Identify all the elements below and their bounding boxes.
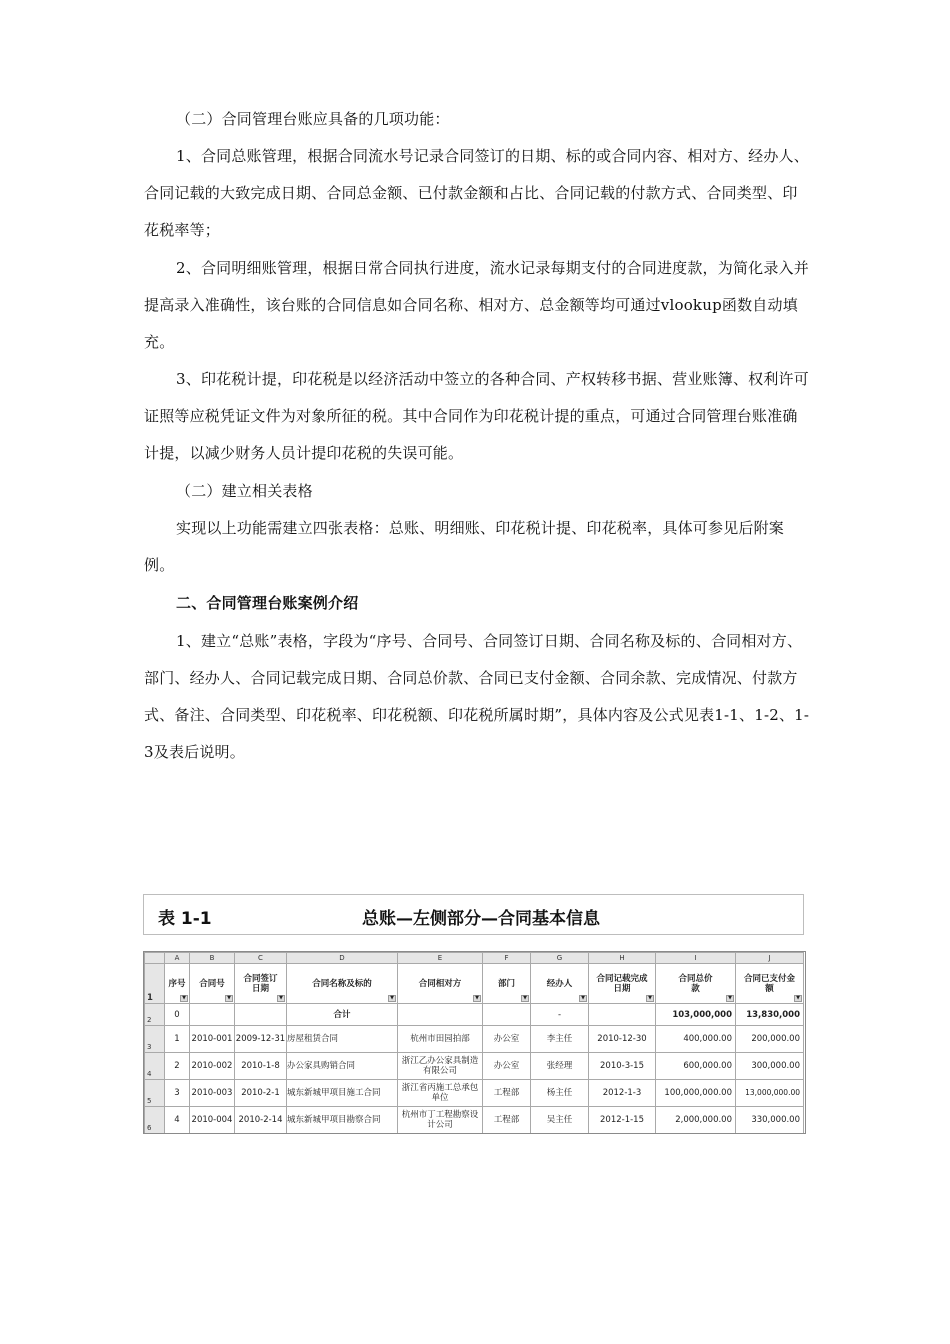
cell-contract-no[interactable]: 2010-001 xyxy=(190,1026,235,1053)
column-letter: C xyxy=(235,953,287,964)
cell-sign-date[interactable]: 2010-1-8 xyxy=(235,1053,287,1080)
cell-contract-name[interactable]: 办公家具购销合同 xyxy=(287,1053,398,1080)
cell-handler[interactable]: 张经理 xyxy=(531,1053,589,1080)
cell-paid-amount[interactable]: 13,000,000.00 xyxy=(736,1080,804,1107)
cell-counterparty[interactable]: 浙江乙办公家具制造有限公司 xyxy=(398,1053,483,1080)
cell-total-amount[interactable]: 100,000,000.00 xyxy=(656,1080,736,1107)
cell-sign-date[interactable]: 2010-2-1 xyxy=(235,1080,287,1107)
header-cell-department: 部门 ▼ xyxy=(483,964,531,1004)
cell-total-amount[interactable]: 2,000,000.00 xyxy=(656,1107,736,1134)
row-number: 5 xyxy=(145,1080,165,1107)
cell-contract-no[interactable]: 2010-002 xyxy=(190,1053,235,1080)
cell-paid-amount[interactable]: 13,830,000 xyxy=(736,1004,804,1026)
filter-dropdown-icon[interactable]: ▼ xyxy=(521,995,529,1002)
ledger-table xyxy=(144,952,804,1134)
cell-paid-amount[interactable]: 200,000.00 xyxy=(736,1026,804,1053)
table-caption xyxy=(143,894,804,935)
header-cell-completion-date: 合同记载完成日期 ▼ xyxy=(589,964,656,1004)
paragraph-stamp-tax: 3、印花税计提，印花税是以经济活动中签立的各种合同、产权转移书据、营业账簿、权利许可证照等应税凭证文件为对象所征的税。其中合同作为印花税计提的重点，可通过合同管理台账准确计提，以减少财务人员计提印花税的失误可能。 xyxy=(144,370,809,462)
cell-department[interactable]: 工程部 xyxy=(483,1107,531,1134)
cell-handler[interactable]: 杨主任 xyxy=(531,1080,589,1107)
filter-dropdown-icon[interactable]: ▼ xyxy=(646,995,654,1002)
cell-department[interactable]: 工程部 xyxy=(483,1080,531,1107)
corner-cell xyxy=(145,953,165,964)
cell-seq[interactable]: 1 xyxy=(165,1026,190,1053)
header-cell-counterparty: 合同相对方 ▼ xyxy=(398,964,483,1004)
cell-total-amount[interactable]: 400,000.00 xyxy=(656,1026,736,1053)
cell-sign-date[interactable]: 2009-12-31 xyxy=(235,1026,287,1053)
header-cell-sign-date: 合同签订日期 ▼ xyxy=(235,964,287,1004)
row-number: 6 xyxy=(145,1107,165,1134)
cell-completion-date[interactable]: 2012-1-15 xyxy=(589,1107,656,1134)
cell-contract-name[interactable]: 城东新城甲项目施工合同 xyxy=(287,1080,398,1107)
filter-dropdown-icon[interactable]: ▼ xyxy=(388,995,396,1002)
cell-contract-no[interactable] xyxy=(190,1004,235,1026)
cell-seq[interactable]: 4 xyxy=(165,1107,190,1134)
cell-sign-date[interactable]: 2010-2-14 xyxy=(235,1107,287,1134)
table-row xyxy=(145,1026,804,1053)
column-letter: A xyxy=(165,953,190,964)
cell-department[interactable]: 办公室 xyxy=(483,1026,531,1053)
paragraph-detail-ledger: 2、合同明细账管理，根据日常合同执行进度，流水记录每期支付的合同进度款，为简化录入并提高录入准确性，该台账的合同信息如合同名称、相对方、总金额等均可通过vlookup函数自动填充。 xyxy=(144,259,809,351)
column-letter: E xyxy=(398,953,483,964)
cell-counterparty[interactable]: 杭州市田园拍部 xyxy=(398,1026,483,1053)
cell-contract-no[interactable]: 2010-004 xyxy=(190,1107,235,1134)
cell-contract-name[interactable]: 合计 xyxy=(287,1004,398,1026)
cell-paid-amount[interactable]: 330,000.00 xyxy=(736,1107,804,1134)
cell-completion-date[interactable]: 2010-3-15 xyxy=(589,1053,656,1080)
paragraph-four-tables: 实现以上功能需建立四张表格：总账、明细账、印花税计提、印花税率，具体可参见后附案例。 xyxy=(144,519,785,574)
filter-dropdown-icon[interactable]: ▼ xyxy=(726,995,734,1002)
cell-department[interactable]: 办公室 xyxy=(483,1053,531,1080)
column-letter: F xyxy=(483,953,531,964)
cell-counterparty[interactable]: 杭州市丁工程勘察设计公司 xyxy=(398,1107,483,1134)
table-row xyxy=(145,1080,804,1107)
paragraph-general-ledger-fields: 1、建立“总账”表格，字段为“序号、合同号、合同签订日期、合同名称及标的、合同相对方、部门、经办人、合同记载完成日期、合同总价款、合同已支付金额、合同余款、完成情况、付款方式、备注、合同类型、印花税率、印花税额、印花税所属时期”，具体内容及公式见表1-1、1-2、1-3及表后说明。 xyxy=(144,632,810,761)
cell-contract-no[interactable]: 2010-003 xyxy=(190,1080,235,1107)
cell-sign-date[interactable] xyxy=(235,1004,287,1026)
cell-seq[interactable]: 0 xyxy=(165,1004,190,1026)
header-cell-contract-no: 合同号 ▼ xyxy=(190,964,235,1004)
filter-dropdown-icon[interactable]: ▼ xyxy=(473,995,481,1002)
table-row xyxy=(145,1053,804,1080)
cell-counterparty[interactable] xyxy=(398,1004,483,1026)
column-letter: J xyxy=(736,953,804,964)
cell-seq[interactable]: 3 xyxy=(165,1080,190,1107)
section-heading-tables: （二）建立相关表格 xyxy=(176,482,313,500)
spreadsheet-screenshot xyxy=(143,951,806,1134)
cell-completion-date[interactable]: 2012-1-3 xyxy=(589,1080,656,1107)
filter-dropdown-icon[interactable]: ▼ xyxy=(579,995,587,1002)
column-letter: H xyxy=(589,953,656,964)
row-number: 2 xyxy=(145,1004,165,1026)
row-number: 1 xyxy=(145,964,165,1004)
table-caption-label: 表 1-1 xyxy=(158,909,212,929)
cell-counterparty[interactable]: 浙江省丙施工总承包单位 xyxy=(398,1080,483,1107)
header-cell-handler: 经办人 ▼ xyxy=(531,964,589,1004)
row-number: 3 xyxy=(145,1026,165,1053)
filter-dropdown-icon[interactable]: ▼ xyxy=(225,995,233,1002)
cell-contract-name[interactable]: 房屋租赁合同 xyxy=(287,1026,398,1053)
cell-handler[interactable]: 吴主任 xyxy=(531,1107,589,1134)
cell-paid-amount[interactable]: 300,000.00 xyxy=(736,1053,804,1080)
header-cell-total-amount: 合同总价款 ▼ xyxy=(656,964,736,1004)
cell-total-amount[interactable]: 103,000,000 xyxy=(656,1004,736,1026)
header-cell-paid-amount: 合同已支付金额 ▼ xyxy=(736,964,804,1004)
paragraph-general-ledger: 1、合同总账管理，根据合同流水号记录合同签订的日期、标的或合同内容、相对方、经办人、合同记载的大致完成日期、合同总金额、已付款金额和占比、合同记载的付款方式、合同类型、印花税率等； xyxy=(144,147,809,239)
column-letter: I xyxy=(656,953,736,964)
header-row xyxy=(145,964,804,1004)
column-letter: D xyxy=(287,953,398,964)
cell-completion-date[interactable] xyxy=(589,1004,656,1026)
cell-contract-name[interactable]: 城东新城甲项目勘察合同 xyxy=(287,1107,398,1134)
filter-dropdown-icon[interactable]: ▼ xyxy=(180,995,188,1002)
filter-dropdown-icon[interactable]: ▼ xyxy=(794,995,802,1002)
table-caption-title: 总账—左侧部分—合同基本信息 xyxy=(362,909,600,929)
header-cell-contract-name: 合同名称及标的 ▼ xyxy=(287,964,398,1004)
total-row xyxy=(145,1004,804,1026)
header-cell-seq: 序号 ▼ xyxy=(165,964,190,1004)
row-number: 4 xyxy=(145,1053,165,1080)
cell-total-amount[interactable]: 600,000.00 xyxy=(656,1053,736,1080)
cell-handler[interactable]: 李主任 xyxy=(531,1026,589,1053)
section-heading-functions: （二）合同管理台账应具备的几项功能： xyxy=(176,110,450,128)
column-letter-row xyxy=(145,953,804,964)
section-heading-case: 二、合同管理台账案例介绍 xyxy=(176,594,359,612)
filter-dropdown-icon[interactable]: ▼ xyxy=(277,995,285,1002)
column-letter: G xyxy=(531,953,589,964)
cell-seq[interactable]: 2 xyxy=(165,1053,190,1080)
cell-handler[interactable]: - xyxy=(531,1004,589,1026)
column-letter: B xyxy=(190,953,235,964)
table-row xyxy=(145,1107,804,1134)
cell-department[interactable] xyxy=(483,1004,531,1026)
cell-completion-date[interactable]: 2010-12-30 xyxy=(589,1026,656,1053)
